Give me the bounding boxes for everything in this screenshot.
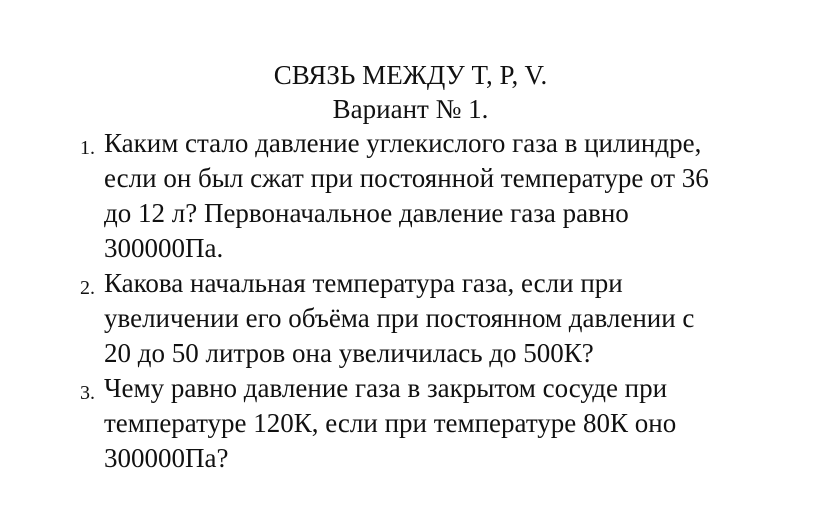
problem-number: 3. — [80, 382, 95, 404]
problem-line: 20 до 50 литров она увеличилась до 500К? — [104, 338, 594, 368]
problem-list — [0, 126, 821, 476]
problem-number: 2. — [80, 277, 95, 299]
problem-line: Какова начальная температура газа, если при — [104, 268, 623, 298]
problem-text — [104, 126, 774, 266]
problem-line: 300000Па. — [104, 233, 224, 263]
problem-line: температуре 120К, если при температуре 80К оно — [104, 408, 677, 438]
problem-line: если он был сжат при постоянной температуре от 36 — [104, 163, 709, 193]
problem-item-1 — [0, 126, 821, 266]
problem-text — [104, 266, 774, 371]
problem-line: до 12 л? Первоначальное давление газа равно — [104, 198, 629, 228]
problem-line: увеличении его объёма при постоянном давлении с — [104, 303, 695, 333]
variant-heading: Вариант № 1. — [332, 94, 489, 124]
document-title: СВЯЗЬ МЕЖДУ T, P, V. — [273, 60, 548, 90]
problem-text — [104, 371, 774, 476]
problem-item-2 — [0, 266, 821, 371]
problem-number: 1. — [80, 137, 95, 159]
problem-line: 300000Па? — [104, 443, 229, 473]
problem-line: Чему равно давление газа в закрытом сосуде при — [104, 373, 668, 403]
problem-line: Каким стало давление углекислого газа в цилиндре, — [104, 128, 702, 158]
problem-item-3 — [0, 371, 821, 476]
